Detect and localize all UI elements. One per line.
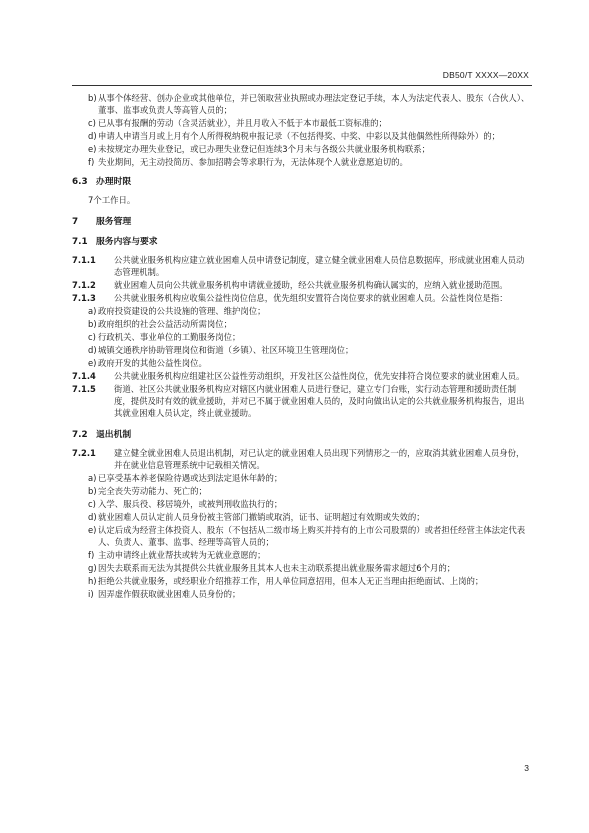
list-item: b) 从事个体经营、创办企业或其他单位，并已领取营业执照或办理法定登记手续，本人为法定代表人、股东（合伙人）、董事、监事或负责人等高管人员的； [88,93,530,115]
list-item: a) 已享受基本养老保险待遇或达到法定退休年龄的； [88,473,283,483]
section-heading-6-3: 6.3 办理时限 [72,177,132,187]
section-heading-7: 7 服务管理 [72,217,132,227]
list-item: i) 因弄虚作假获取就业困难人员身份的； [88,589,241,599]
standard-code: DB50/T XXXX—20XX [442,70,529,80]
list-item: g) 因失去联系而无法为其提供公共就业服务且其本人也未主动联系提出就业服务需求超过6个月的； [88,563,456,573]
public-post-list [72,305,532,369]
list-item: d) 申请人申请当月或上月有个人所得税纳税申报记录（不包括得奖、中奖、中彩以及其他偶然性所得除外）的； [88,131,500,141]
list-item: a) 政府投资建设的公共设施的管理、维护岗位； [88,306,266,316]
document-body [72,92,532,601]
list-item: f) 主动申请终止就业帮扶或转为无就业意愿的； [88,550,266,560]
list-item: e) 认定后成为经营主体投资人、股东（不包括从二级市场上购买并持有的上市公司股票的）或者担任经营主体法定代表人、负责人、董事、监事、经理等高管人员的； [88,525,526,547]
list-item: f) 失业期间，无主动投简历、参加招聘会等求职行为，无法体现个人就业意愿迫切的。 [88,157,408,167]
list-item: d) 城镇交通秩序协助管理岗位和街道（乡镇）、社区环境卫生管理岗位； [88,345,354,355]
section-heading-7-2: 7.2 退出机制 [72,430,132,440]
list-item: c) 入学、服兵役、移居境外，或被判刑收监执行的； [88,499,283,509]
list-item: c) 行政机关、事业单位的工勤服务岗位； [88,332,241,342]
clause-7-1-1: 7.1.1 公共就业服务机构应建立就业困难人员申请登记制度，建立健全就业困难人员信息数据库，形成就业困难人员动态管理机制。 [72,255,525,277]
clause-7-1-2: 7.1.2 就业困难人员向公共就业服务机构申请就业援助，经公共就业服务机构确认属实的，应纳入就业援助范围。 [72,280,508,290]
clause-7-1-4: 7.1.4 公共就业服务机构应组建社区公益性劳动组织，开发社区公益性岗位，优先安排符合岗位要求的就业困难人员。 [72,371,525,381]
list-item: e) 政府开发的其他公益性岗位。 [88,358,207,368]
clause-7-1-5: 7.1.5 街道、社区公共就业服务机构应对辖区内就业困难人员进行登记，建立专门台账，实行动态管理和援助责任制度，提供及时有效的就业援助，并对已不属于就业困难人员的，及时向做出认定的公共就业服务机构报告，退出其就业困难人员认定，终止就业援助。 [72,384,525,418]
section-6-3-text: 7个工作日。 [88,195,136,205]
clause-7-1-3: 7.1.3 公共就业服务机构应收集公益性岗位信息，优先组织安置符合岗位要求的就业困难人员。公益性岗位是指： [72,293,508,303]
section-heading-7-1: 7.1 服务内容与要求 [72,237,158,247]
list-item: c) 已从事有报酬的劳动（含灵活就业），并且月收入不低于本市最低工资标准的； [88,118,387,128]
exit-conditions-list [72,472,532,600]
top-items-list [72,92,532,168]
list-item: e) 未按规定办理失业登记，或已办理失业登记但连续3个月未与各级公共就业服务机构联系； [88,144,430,154]
header-rule [72,85,532,86]
page-number: 3 [524,763,529,773]
list-item: d) 就业困难人员认定前人员身份被主管部门撤销或取消，证书、证明超过有效期或失效的； [88,512,425,522]
list-item: h) 拒绝公共就业服务，或经职业介绍推荐工作，用人单位同意招用，但本人无正当理由拒绝面试、上岗的； [88,576,484,586]
list-item: b) 政府组织的社会公益活动所需岗位； [88,319,232,329]
list-item: b) 完全丧失劳动能力、死亡的； [88,486,207,496]
clause-7-2-1: 7.2.1 建立健全就业困难人员退出机制，对已认定的就业困难人员出现下列情形之一的，应取消其就业困难人员身份，并在就业信息管理系统中记载相关情况。 [72,448,525,470]
